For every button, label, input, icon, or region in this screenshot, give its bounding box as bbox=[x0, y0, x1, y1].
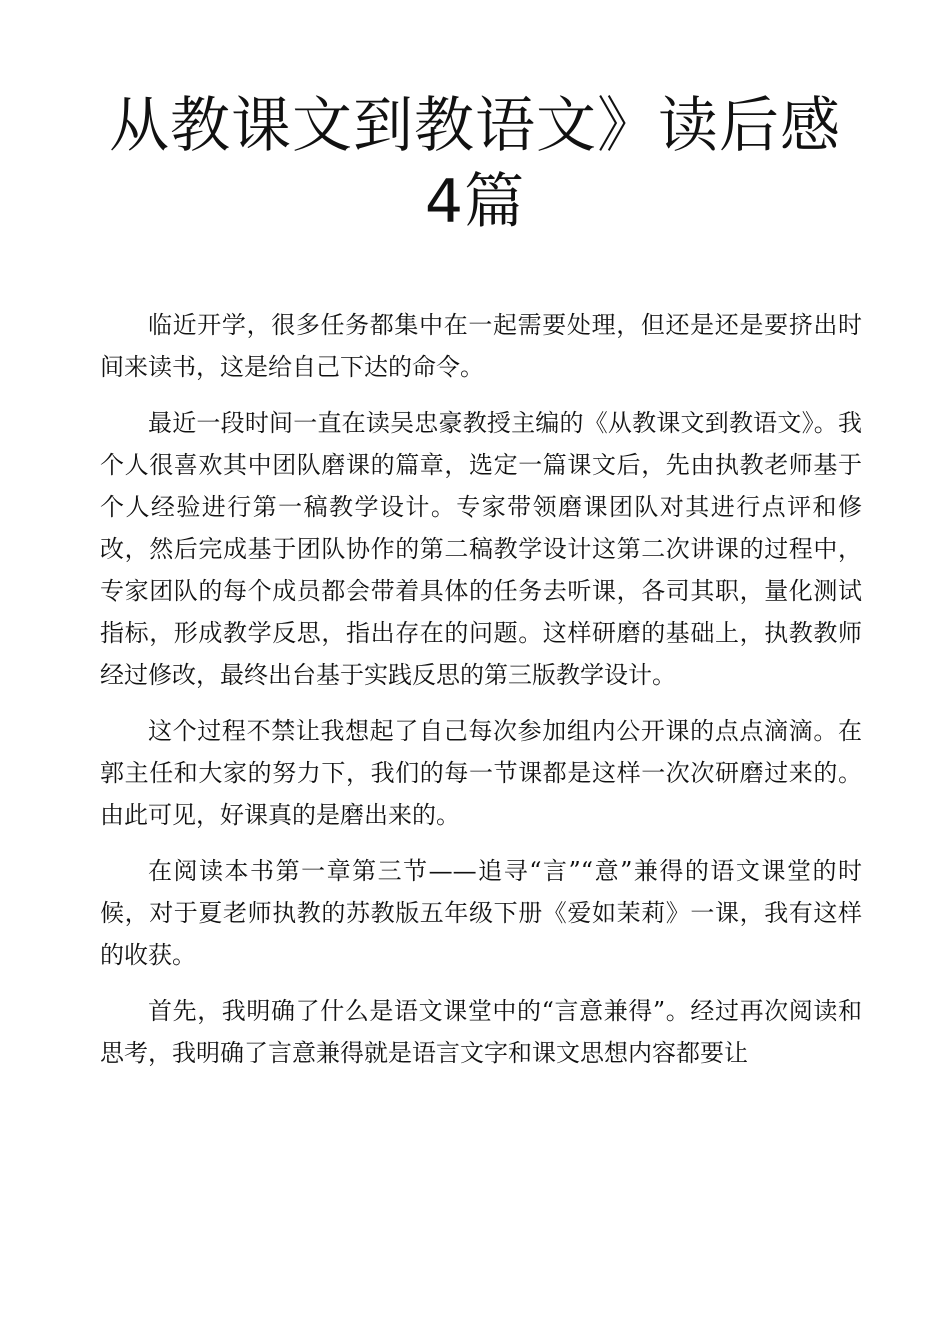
paragraph-4: 在阅读本书第一章第三节——追寻“言”“意”兼得的语文课堂的时候，对于夏老师执教的苏教版五年级下册《爱如茉莉》一课，我有这样的收获。 bbox=[100, 857, 862, 969]
title-line-2: 4篇 bbox=[424, 167, 526, 237]
document-body bbox=[100, 304, 862, 1088]
document-title bbox=[0, 88, 950, 240]
paragraph-2: 最近一段时间一直在读吴忠豪教授主编的《从教课文到教语文》。我个人很喜欢其中团队磨课的篇章，选定一篇课文后，先由执教老师基于个人经验进行第一稿教学设计。专家带领磨课团队对其进行点评和修改，然后完成基于团队协作的第二稿教学设计这第二次讲课的过程中，专家团队的每个成员都会带着具体的任务去听课，各司其职，量化测试指标，形成教学反思，指出存在的问题。这样研磨的基础上，执教教师经过修改，最终出台基于实践反思的第三版教学设计。 bbox=[100, 409, 862, 689]
title-line-1: 从教课文到教语文》读后感 bbox=[109, 91, 841, 161]
paragraph-5: 首先，我明确了什么是语文课堂中的“言意兼得”。经过再次阅读和思考，我明确了言意兼得就是语言文字和课文思想内容都要让 bbox=[100, 997, 862, 1067]
paragraph-3: 这个过程不禁让我想起了自己每次参加组内公开课的点点滴滴。在郭主任和大家的努力下，我们的每一节课都是这样一次次研磨过来的。由此可见，好课真的是磨出来的。 bbox=[100, 717, 862, 829]
paragraph-1: 临近开学，很多任务都集中在一起需要处理，但还是还是要挤出时间来读书，这是给自己下达的命令。 bbox=[100, 311, 862, 381]
